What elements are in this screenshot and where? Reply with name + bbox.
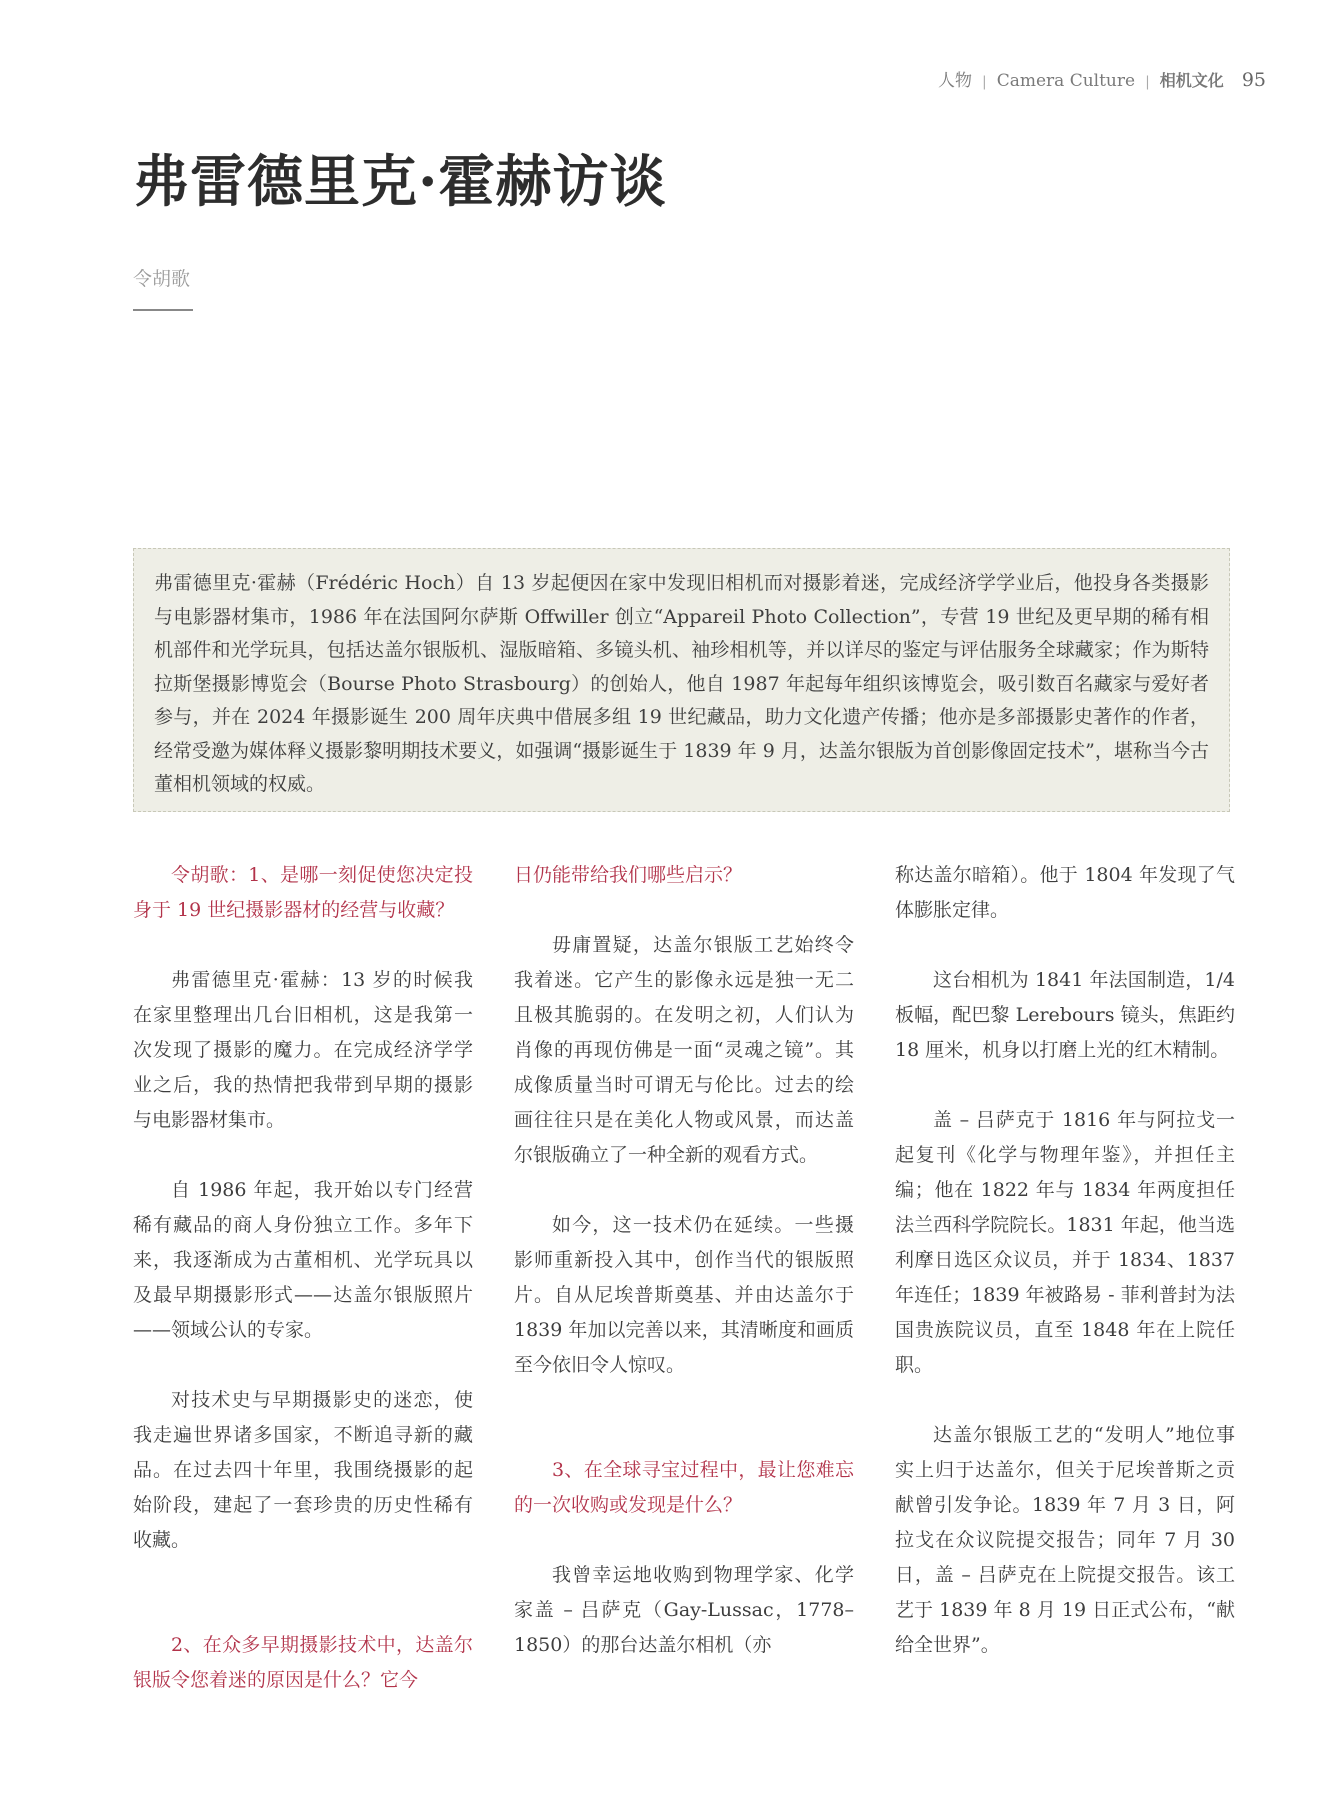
header-divider: | bbox=[982, 74, 987, 90]
answer-paragraph: 自 1986 年起，我开始以专门经营稀有藏品的商人身份独立工作。多年下来，我逐渐成为古董相机、光学玩具以及最早期摄影形式——达盖尔银版照片——领域公认的专家。 bbox=[133, 1179, 473, 1341]
article-author: 令胡歌 bbox=[133, 268, 191, 290]
answer-paragraph: 毋庸置疑，达盖尔银版工艺始终令我着迷。它产生的影像永远是独一无二且极其脆弱的。在发明之初，人们认为肖像的再现仿佛是一面“灵魂之镜”。其成像质量当时可谓无与伦比。过去的绘画往往只是在美化人物或风景，而达盖尔银版确立了一种全新的观看方式。 bbox=[514, 934, 854, 1166]
answer-paragraph-continued: 称达盖尔暗箱）。他于 1804 年发现了气体膨胀定律。 bbox=[895, 864, 1235, 921]
magazine-logo: 相机文化 bbox=[1159, 71, 1224, 90]
column-2 bbox=[514, 858, 854, 1663]
bio-box: 弗雷德里克·霍赫（Frédéric Hoch）自 13 岁起便因在家中发现旧相机而对摄影着迷，完成经济学学业后，他投身各类摄影与电影器材集市，1986 年在法国阿尔萨斯 Offwiller 创立“Appareil Photo Collection”，专营 19 世纪及更早期的稀有相机部件和光学玩具，包括达盖尔银版机、湿版暗箱、多镜头机、袖珍相机等，并以详尽的鉴定与评估服务全球藏家；作为斯特拉斯堡摄影博览会（Bourse Photo Strasbourg）的创始人，他自 1987 年起每年组织该博览会，吸引数百名藏家与爱好者参与，并在 2024 年摄影诞生 200 周年庆典中借展多组 19 世纪藏品，助力文化遗产传播；他亦是多部摄影史著作的作者，经常受邀为媒体释义摄影黎明期技术要义，如强调“摄影诞生于 1839 年 9 月，达盖尔银版为首创影像固定技术”，堪称当今古董相机领域的权威。 bbox=[133, 548, 1230, 812]
answer-paragraph: 弗雷德里克·霍赫：13 岁的时候我在家里整理出几台旧相机，这是我第一次发现了摄影的魔力。在完成经济学学业之后，我的热情把我带到早期的摄影与电影器材集市。 bbox=[133, 969, 473, 1131]
header-divider: | bbox=[1145, 74, 1150, 90]
answer-paragraph: 我曾幸运地收购到物理学家、化学家盖 – 吕萨克（Gay-Lussac，1778–1850）的那台达盖尔相机（亦 bbox=[514, 1564, 854, 1656]
running-header bbox=[938, 66, 1266, 91]
answer-paragraph: 达盖尔银版工艺的“发明人”地位事实上归于达盖尔，但关于尼埃普斯之贡献曾引发争论。1839 年 7 月 3 日，阿拉戈在众议院提交报告；同年 7 月 30 日，盖 – 吕萨克在上院提交报告。该工艺于 1839 年 8 月 19 日正式公布，“献给全世界”。 bbox=[895, 1424, 1235, 1656]
page-number: 95 bbox=[1241, 69, 1266, 91]
answer-paragraph: 如今，这一技术仍在延续。一些摄影师重新投入其中，创作当代的银版照片。自从尼埃普斯奠基、并由达盖尔于 1839 年加以完善以来，其清晰度和画质至今依旧令人惊叹。 bbox=[514, 1214, 854, 1376]
answer-paragraph: 这台相机为 1841 年法国制造，1/4 板幅，配巴黎 Lerebours 镜头，焦距约 18 厘米，机身以打磨上光的红木精制。 bbox=[895, 969, 1235, 1061]
question-3: 3、在全球寻宝过程中，最让您难忘的一次收购或发现是什么？ bbox=[514, 1459, 854, 1516]
question-2-continued: 日仍能带给我们哪些启示？ bbox=[514, 864, 743, 886]
section-label: 人物 bbox=[938, 71, 972, 91]
answer-paragraph: 盖 – 吕萨克于 1816 年与阿拉戈一起复刊《化学与物理年鉴》，并担任主编；他在 1822 年与 1834 年两度担任法兰西科学院院长。1831 年起，他当选利摩日选区众议员，并于 1834、1837 年连任；1839 年被路易 - 菲利普封为法国贵族院议员，直至 1848 年在上院任职。 bbox=[895, 1109, 1235, 1376]
question-1: 令胡歌：1、是哪一刻促使您决定投身于 19 世纪摄影器材的经营与收藏？ bbox=[133, 864, 473, 921]
section-label-en: Camera Culture bbox=[996, 71, 1136, 91]
column-3 bbox=[895, 858, 1235, 1663]
question-2: 2、在众多早期摄影技术中，达盖尔银版令您着迷的原因是什么？它今 bbox=[133, 1634, 473, 1691]
article-title: 弗雷德里克·霍赫访谈 bbox=[133, 149, 667, 215]
author-underline bbox=[133, 309, 193, 311]
answer-paragraph: 对技术史与早期摄影史的迷恋，使我走遍世界诸多国家，不断追寻新的藏品。在过去四十年里，我围绕摄影的起始阶段，建起了一套珍贵的历史性稀有收藏。 bbox=[133, 1389, 473, 1551]
column-1 bbox=[133, 858, 473, 1698]
